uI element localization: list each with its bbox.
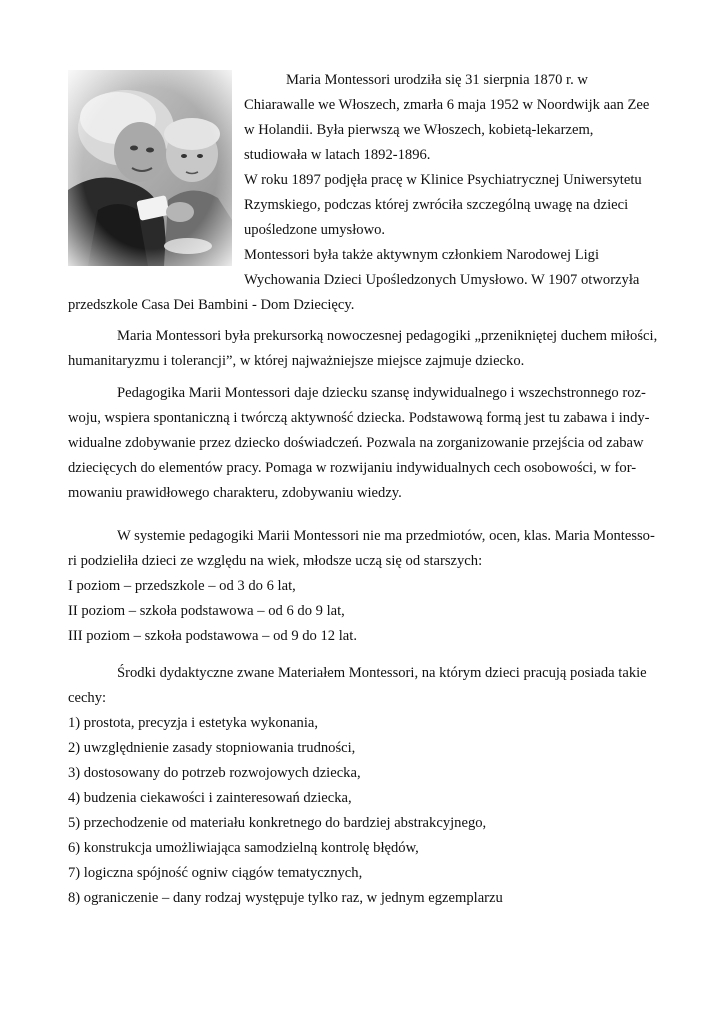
level-3-line: III poziom – szkoła podstawowa – od 9 do 12 lat. — [68, 628, 357, 644]
para4-line-1: Środki dydaktyczne zwane Materiałem Montessori, na którym dzieci pracują posiada takie — [117, 665, 647, 681]
feature-item-1: 1) prostota, precyzja i estetyka wykonania, — [68, 715, 319, 731]
intro-line-1: Maria Montessori urodziła się 31 sierpnia 1870 r. w — [286, 72, 588, 88]
para3-line-1: W systemie pedagogiki Marii Montessori nie ma przedmiotów, ocen, klas. Maria Montesso- — [117, 528, 655, 544]
feature-item-7: 7) logiczna spójność ogniw ciągów tematycznych, — [68, 865, 363, 881]
intro-line-3: w Holandii. Była pierwszą we Włoszech, kobietą-lekarzem, — [244, 122, 594, 138]
montessori-child-photo — [68, 70, 232, 266]
intro-line-5: W roku 1897 podjęła pracę w Klinice Psychiatrycznej Uniwersytetu — [244, 172, 642, 188]
para2-line-1: Pedagogika Marii Montessori daje dziecku szansę indywidualnego i wszechstronnego roz- — [117, 385, 646, 401]
para2-line-5: mowaniu prawidłowego charakteru, zdobywaniu wiedzy. — [68, 485, 402, 501]
para1-line-1: Maria Montessori była prekursorką nowoczesnej pedagogiki „przenikniętej duchem miłości, — [117, 328, 658, 344]
intro-line-9: Wychowania Dzieci Upośledzonych Umysłowo. W 1907 otworzyła — [244, 272, 640, 288]
intro-line-2: Chiarawalle we Włoszech, zmarła 6 maja 1952 w Noordwijk aan Zee — [244, 97, 650, 113]
feature-item-8: 8) ograniczenie – dany rodzaj występuje tylko raz, w jednym egzemplarzu — [68, 890, 503, 906]
feature-item-3: 3) dostosowany do potrzeb rozwojowych dziecka, — [68, 765, 361, 781]
feature-item-2: 2) uwzględnienie zasady stopniowania trudności, — [68, 740, 356, 756]
intro-line-8: Montessori była także aktywnym członkiem Narodowej Ligi — [244, 247, 600, 263]
para2-line-4: dziecięcych do elementów pracy. Pomaga w rozwijaniu indywidualnych cech osobowości, w for- — [68, 460, 637, 476]
level-2-line: II poziom – szkoła podstawowa – od 6 do 9 lat, — [68, 603, 345, 619]
level-1-line: I poziom – przedszkole – od 3 do 6 lat, — [68, 578, 296, 594]
portrait-photo — [68, 70, 232, 266]
para2-line-2: woju, wspiera spontaniczną i twórczą aktywność dziecka. Podstawową formą jest tu zabawa i indy- — [68, 410, 650, 426]
para2-line-3: widualne zdobywanie przez dziecko doświadczeń. Pozwala na zorganizowanie przejścia od zabaw — [68, 435, 644, 451]
feature-item-4: 4) budzenia ciekawości i zainteresowań dziecka, — [68, 790, 352, 806]
para3-line-2: ri podzieliła dzieci ze względu na wiek, młodsze uczą się od starszych: — [68, 553, 483, 569]
feature-item-6: 6) konstrukcja umożliwiająca samodzielną kontrolę błędów, — [68, 840, 419, 856]
intro-line-6: Rzymskiego, podczas której zwróciła szczególną uwagę na dzieci — [244, 197, 629, 213]
para1-line-2: humanitaryzmu i tolerancji”, w której najważniejsze miejsce zajmuje dziecko. — [68, 353, 525, 369]
intro-line-10: przedszkole Casa Dei Bambini - Dom Dziecięcy. — [68, 297, 355, 313]
feature-item-5: 5) przechodzenie od materiału konkretnego do bardziej abstrakcyjnego, — [68, 815, 487, 831]
para4-line-2: cechy: — [68, 690, 107, 706]
intro-line-7: upośledzone umysłowo. — [244, 222, 386, 238]
intro-line-4: studiowała w latach 1892-1896. — [244, 147, 431, 163]
